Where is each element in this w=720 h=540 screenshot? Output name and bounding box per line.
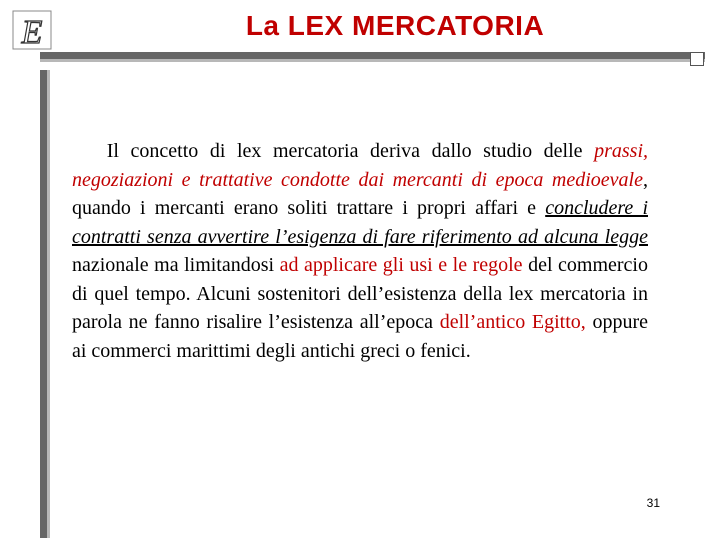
left-vertical-bar-shadow: [47, 70, 50, 538]
header-divider-shadow: [40, 59, 705, 62]
paragraph-text-5: oppure ai commerci marittimi degli antichi greci o fenici.: [72, 311, 649, 362]
paragraph-red-egitto: dell’antico Egitto,: [439, 311, 586, 333]
body-paragraph: [72, 137, 648, 365]
paragraph-underlined: concludere i contratti senza avvertire l’esigenza di fare riferimento ad alcuna legge: [72, 197, 648, 248]
paragraph-text-4: del commercio di quel tempo. Alcuni sostenitori dell’esistenza della lex mercatoria in parola ne fanno risalire l’esistenza all’epoca: [72, 254, 648, 333]
header-divider-bar: [40, 52, 705, 59]
paragraph-text-3: nazionale ma limitandosi: [72, 254, 275, 276]
svg-text:E: E: [21, 14, 43, 51]
slide-title: La LEX MERCATORIA: [245, 10, 545, 41]
corner-square-marker: [690, 52, 704, 66]
paragraph-intro: Il concetto di lex mercatoria deriva dallo studio delle: [106, 140, 583, 162]
paragraph-red-usi: ad applicare gli usi e le regole: [279, 254, 523, 276]
left-vertical-bar: [40, 70, 47, 538]
page-number: 31: [646, 496, 660, 510]
paragraph-emphasis-prassi: prassi, negoziazioni e trattative condotte dai mercanti di epoca medioevale: [72, 140, 648, 191]
decorative-letter-e-logo: [10, 8, 54, 52]
paragraph-text-2: , quando i mercanti erano soliti trattare i propri affari e: [72, 168, 648, 219]
